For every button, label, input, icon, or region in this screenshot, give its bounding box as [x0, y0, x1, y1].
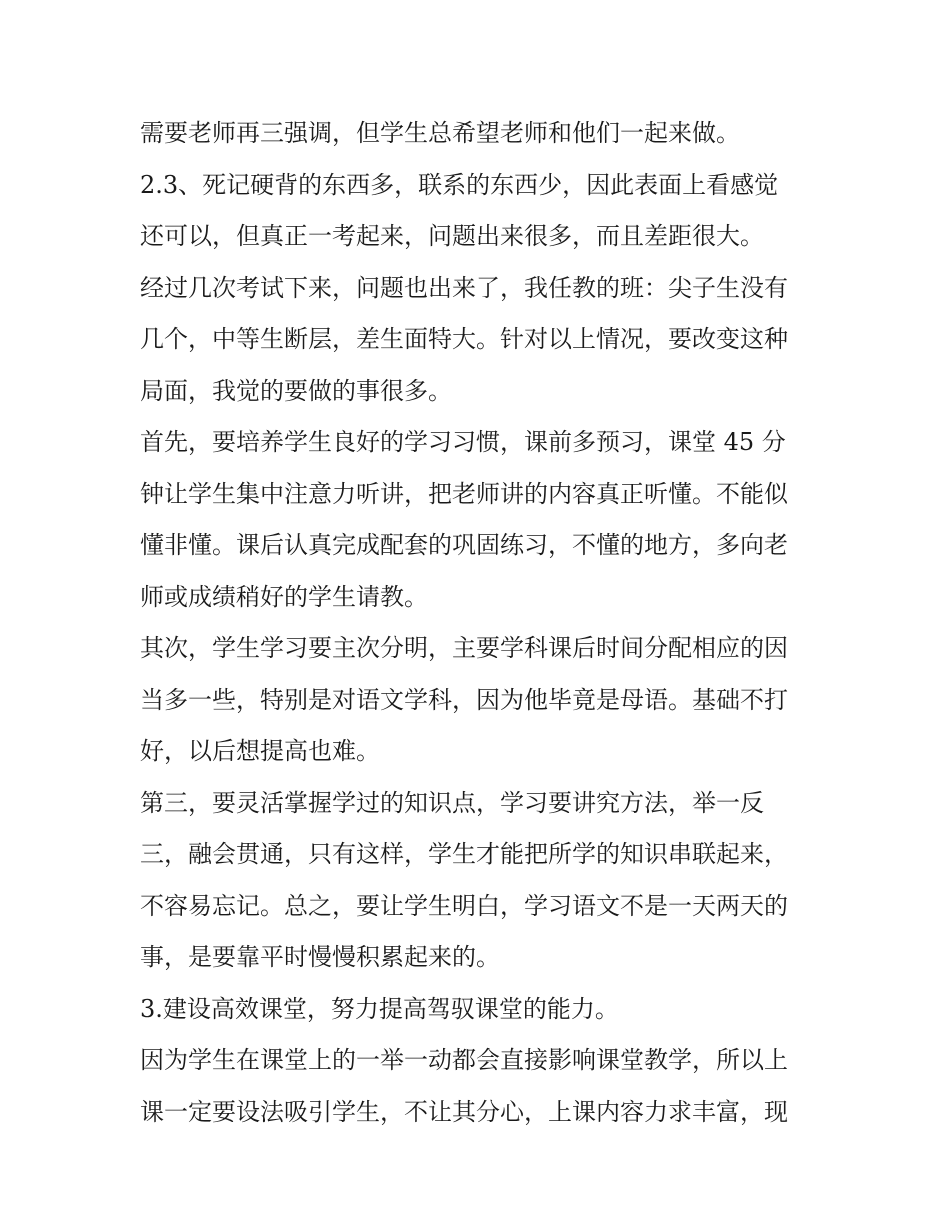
text-line: 因为学生在课堂上的一举一动都会直接影响课堂教学，所以上: [140, 1046, 788, 1074]
text-line: 需要老师再三强调，但学生总希望老师和他们一起来做。: [140, 119, 740, 147]
text-line: 首先，要培养学生良好的学习习惯，课前多预习，课堂 45 分: [140, 428, 786, 456]
text-line: 好，以后想提高也难。: [140, 737, 380, 765]
text-line: 课一定要设法吸引学生，不让其分心，上课内容力求丰富，现: [140, 1097, 788, 1126]
text-line: 还可以，但真正一考起来，问题出来很多，而且差距很大。: [140, 222, 764, 250]
section-heading: 3.建设高效课堂，努力提高驾驭课堂的能力。: [140, 994, 619, 1023]
text-line: 第三，要灵活掌握学过的知识点，学习要讲究方法，举一反: [140, 788, 764, 817]
text-line: 三，融会贯通，只有这样，学生才能把所学的知识串联起来，: [140, 840, 788, 868]
text-line: 2.3、死记硬背的东西多，联系的东西少，因此表面上看感觉: [140, 170, 779, 199]
text-line: 其次，学生学习要主次分明，主要学科课后时间分配相应的因: [140, 634, 788, 662]
text-line: 当多一些，特别是对语文学科，因为他毕竟是母语。基础不打: [140, 685, 788, 714]
text-line: 几个，中等生断层，差生面特大。针对以上情况，要改变这种: [140, 325, 788, 353]
text-line: 经过几次考试下来，问题也出来了，我任教的班：尖子生没有: [140, 273, 788, 302]
body-text: [140, 108, 820, 1138]
text-line: 懂非懂。课后认真完成配套的巩固练习，不懂的地方，多向老: [140, 531, 788, 559]
text-line: 事，是要靠平时慢慢积累起来的。: [140, 943, 500, 971]
text-line: 师或成绩稍好的学生请教。: [140, 582, 428, 611]
text-line: 局面，我觉的要做的事很多。: [140, 376, 452, 405]
text-line: 钟让学生集中注意力听讲，把老师讲的内容真正听懂。不能似: [140, 479, 788, 508]
text-line: 不容易忘记。总之，要让学生明白，学习语文不是一天两天的: [140, 891, 788, 920]
